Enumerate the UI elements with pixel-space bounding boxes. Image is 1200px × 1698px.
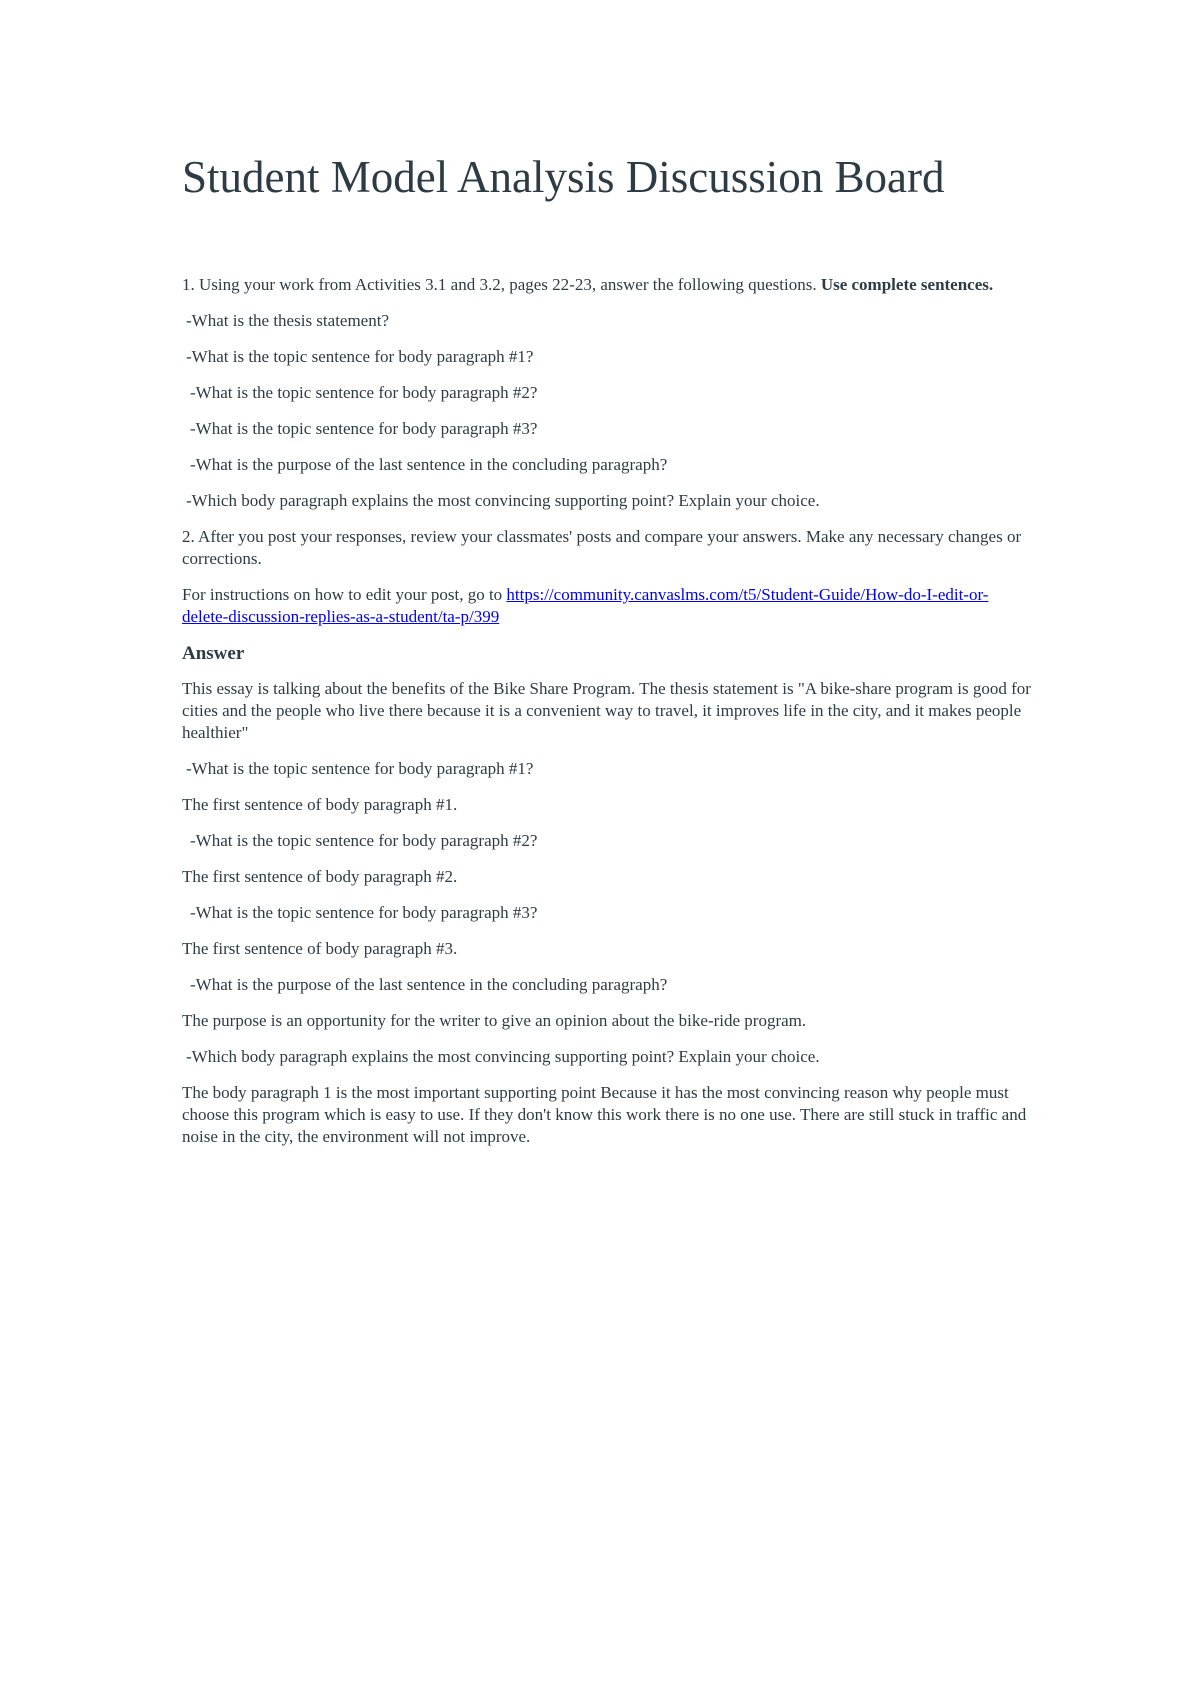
answer-question-3: -What is the topic sentence for body paragraph #3? [190,903,538,922]
step-two-paragraph: 2. After you post your responses, review your classmates' posts and compare your answers. Make any necessary changes or corrections. [182,527,1022,568]
answer-response-4: The purpose is an opportunity for the writer to give an opinion about the bike-ride program. [182,1011,807,1030]
answer-thesis: This essay is talking about the benefits of the Bike Share Program. The thesis statement is "A bike-share program is good for cities and the people who live there because it is a convenient way to travel, it improves life in the city, and it makes people healthier" [182,679,1031,742]
question-body-3: -What is the topic sentence for body paragraph #3? [190,419,538,438]
question-conclusion: -What is the purpose of the last sentence in the concluding paragraph? [190,455,668,474]
question-body-1: -What is the topic sentence for body paragraph #1? [186,347,534,366]
question-convincing: -Which body paragraph explains the most convincing supporting point? Explain your choice. [186,491,820,510]
document-body [182,274,1032,1162]
answer-question-2: -What is the topic sentence for body paragraph #2? [190,831,538,850]
answer-response-3: The first sentence of body paragraph #3. [182,939,458,958]
answer-heading: Answer [182,643,245,664]
instructions-text: For instructions on how to edit your post, go to [182,585,507,604]
intro-emphasis: Use complete sentences. [820,275,994,294]
answer-question-1: -What is the topic sentence for body paragraph #1? [186,759,534,778]
intro-text: 1. Using your work from Activities 3.1 and 3.2, pages 22-23, answer the following questions. [182,275,821,294]
question-thesis: -What is the thesis statement? [186,311,389,330]
question-body-2: -What is the topic sentence for body paragraph #2? [190,383,538,402]
instructions-paragraph [182,584,1032,628]
intro-paragraph [182,274,1032,296]
answer-response-1: The first sentence of body paragraph #1. [182,795,458,814]
answer-response-5: The body paragraph 1 is the most important supporting point Because it has the most convincing reason why people must choose this program which is easy to use. If they don't know this work there is no one use. There are still stuck in traffic and noise in the city, the environment will not improve. [182,1083,1027,1146]
instructions-link[interactable]: https://community.canvaslms.com/t5/Student-Guide/How-do-I-edit-or-delete-discussion-replies-as-a-student/ta-p/399 [182,585,989,626]
answer-question-5: -Which body paragraph explains the most convincing supporting point? Explain your choice. [186,1047,820,1066]
page-title: Student Model Analysis Discussion Board [182,152,945,202]
answer-response-2: The first sentence of body paragraph #2. [182,867,458,886]
answer-question-4: -What is the purpose of the last sentence in the concluding paragraph? [190,975,668,994]
